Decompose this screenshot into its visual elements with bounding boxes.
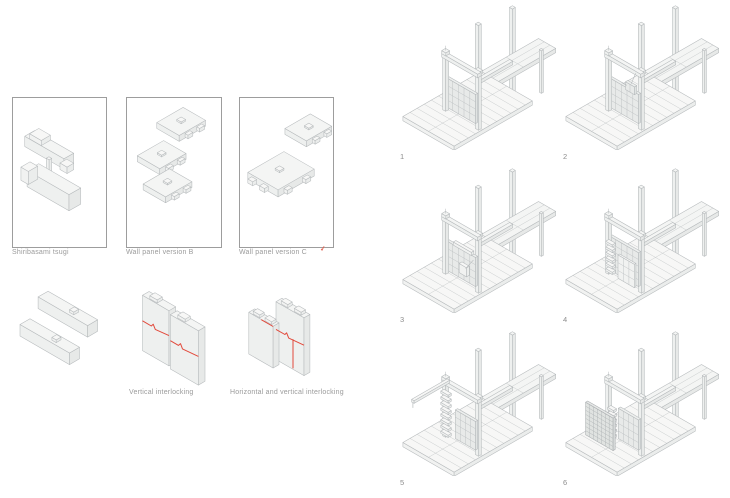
assembly-step-1: [398, 4, 560, 167]
assembly-step-6: [561, 330, 723, 493]
step-number: 6: [563, 478, 568, 487]
horizontal-vertical-interlocking-diagram: [241, 281, 343, 391]
assembly-step-2: [561, 4, 723, 167]
vertical-interlocking-drawing: [127, 281, 229, 391]
label-horizontal-vertical-interlocking: Horizontal and vertical interlocking: [230, 389, 344, 396]
wall-panel-b-drawing: [127, 98, 221, 247]
assembly-step-3: [398, 167, 560, 330]
assembly-step-5: [398, 330, 560, 493]
assembly-step-4-drawing: [561, 167, 723, 313]
assembly-step-1-drawing: [398, 4, 560, 150]
wall-panel-c-drawing: [240, 98, 333, 247]
assembly-step-6-drawing: [561, 330, 723, 476]
horizontal-vertical-interlocking-drawing: [241, 281, 343, 391]
step-number: 5: [400, 478, 405, 487]
check-annotation-icon: ✔: [319, 245, 327, 254]
step-number: 2: [563, 152, 568, 161]
joint-detail-box-panel-b: [126, 97, 222, 248]
assembly-step-4: [561, 167, 723, 330]
shiribasami-tsugi-drawing: [13, 98, 106, 247]
label-vertical-interlocking: Vertical interlocking: [129, 389, 194, 396]
joint-detail-box-shiribasami: [12, 97, 107, 248]
step-number: 4: [563, 315, 568, 324]
step-number: 1: [400, 152, 405, 161]
vertical-interlocking-diagram: [127, 281, 229, 391]
assembly-step-2-drawing: [561, 4, 723, 150]
stacked-beams-diagram: [8, 288, 120, 382]
assembly-step-5-drawing: [398, 330, 560, 476]
label-shiribasami-tsugi: Shiribasami tsugi: [12, 249, 69, 256]
step-number: 3: [400, 315, 405, 324]
label-wall-panel-b: Wall panel version B: [126, 249, 194, 256]
label-wall-panel-c: Wall panel version C: [239, 249, 307, 256]
joint-detail-box-panel-c: [239, 97, 334, 248]
stacked-beams-drawing: [8, 288, 120, 382]
assembly-step-3-drawing: [398, 167, 560, 313]
